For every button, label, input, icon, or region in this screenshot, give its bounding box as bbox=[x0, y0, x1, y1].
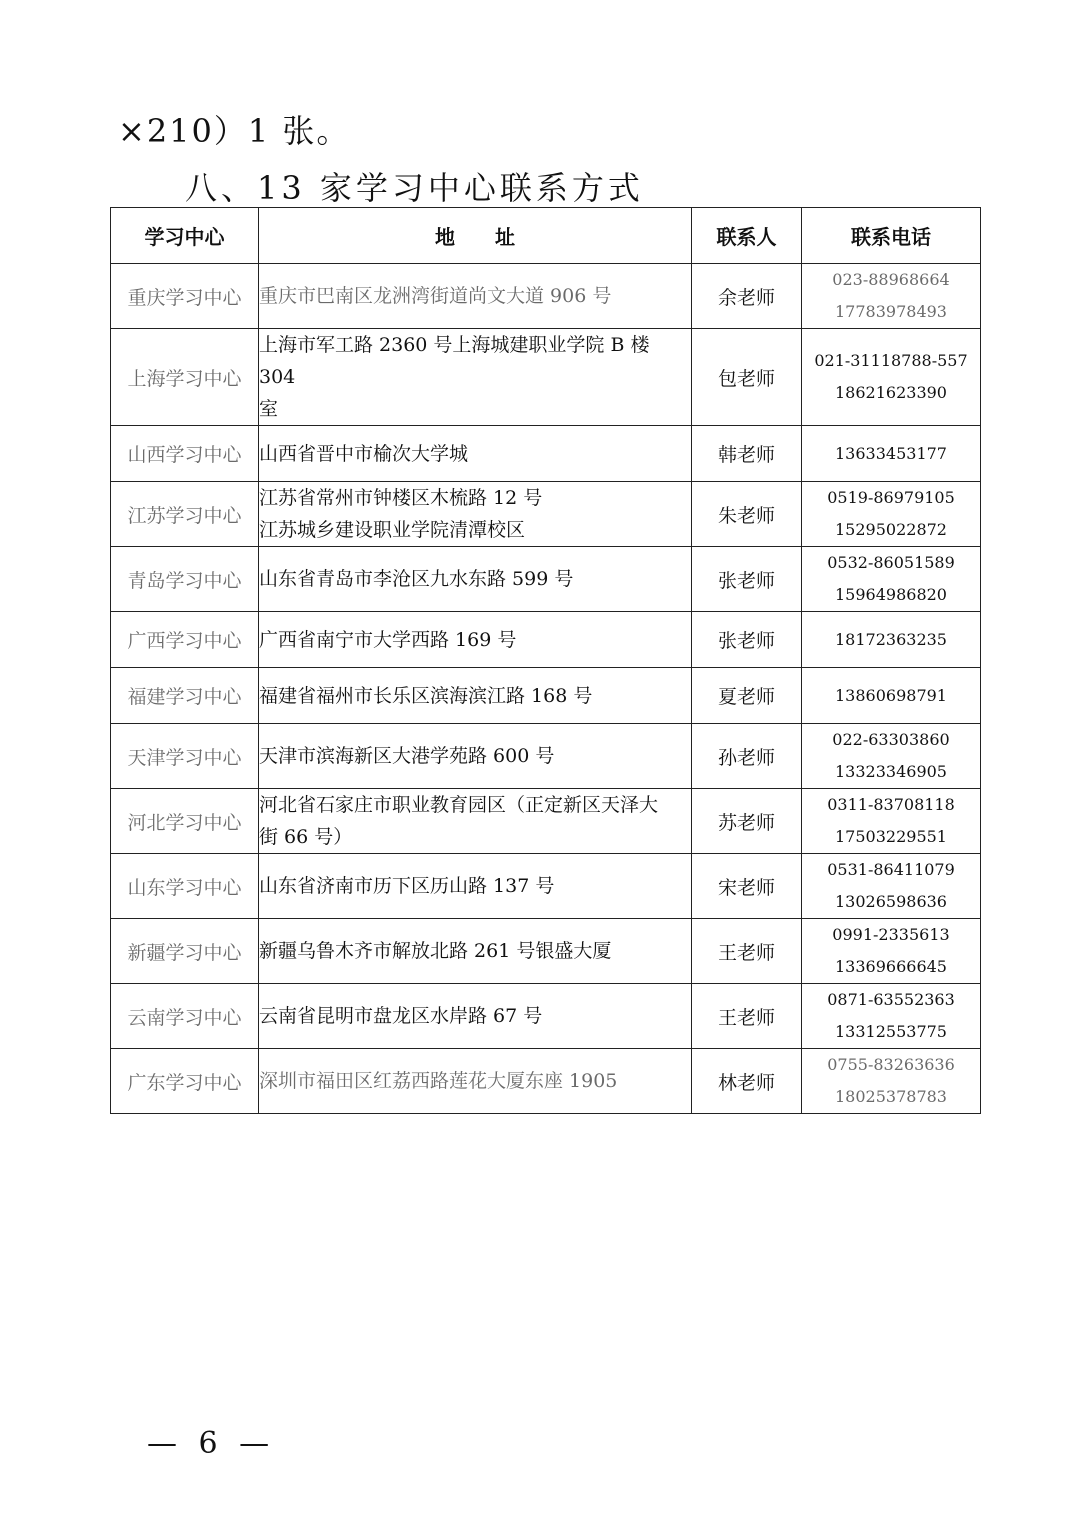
contact-cell: 韩老师 bbox=[692, 426, 802, 482]
address-cell bbox=[259, 984, 692, 1049]
phone-cell bbox=[802, 984, 981, 1049]
table-row bbox=[111, 1049, 981, 1114]
phone-number: 022-63303860 bbox=[832, 730, 950, 749]
phone-number: 021-31118788-557 bbox=[814, 351, 968, 370]
table-row bbox=[111, 329, 981, 426]
phone-number: 13323346905 bbox=[835, 762, 947, 781]
center-name-cell: 新疆学习中心 bbox=[111, 919, 259, 984]
phone-cell bbox=[802, 426, 981, 482]
address-line: 福建省福州市长乐区滨海滨江路 168 号 bbox=[259, 684, 593, 707]
address-cell bbox=[259, 612, 692, 668]
phone-cell bbox=[802, 547, 981, 612]
section-title: 八、13 家学习中心联系方式 bbox=[185, 169, 644, 207]
phone-number: 15295022872 bbox=[835, 520, 947, 539]
contact-cell: 夏老师 bbox=[692, 668, 802, 724]
center-name-cell: 重庆学习中心 bbox=[111, 264, 259, 329]
address-cell bbox=[259, 482, 692, 547]
address-line: 室 bbox=[259, 398, 279, 420]
header-contact: 联系人 bbox=[692, 208, 802, 264]
center-name-cell: 福建学习中心 bbox=[111, 668, 259, 724]
contact-cell: 苏老师 bbox=[692, 789, 802, 854]
phone-number: 0311-83708118 bbox=[827, 795, 955, 814]
phone-cell bbox=[802, 724, 981, 789]
table-row bbox=[111, 854, 981, 919]
center-name-cell: 河北学习中心 bbox=[111, 789, 259, 854]
address-cell bbox=[259, 919, 692, 984]
address-line: 重庆市巴南区龙洲湾街道尚文大道 906 号 bbox=[259, 285, 612, 307]
address-line: 深圳市福田区红荔西路莲花大厦东座 1905 bbox=[259, 1070, 618, 1092]
header-center: 学习中心 bbox=[111, 208, 259, 264]
table-row bbox=[111, 668, 981, 724]
center-name-cell: 广东学习中心 bbox=[111, 1049, 259, 1114]
phone-number: 13312553775 bbox=[835, 1022, 947, 1041]
table-row bbox=[111, 612, 981, 668]
phone-number: 15964986820 bbox=[835, 585, 947, 604]
phone-number: 023-88968664 bbox=[832, 270, 950, 289]
address-line: 天津市滨海新区大港学苑路 600 号 bbox=[259, 745, 555, 767]
phone-cell bbox=[802, 482, 981, 547]
phone-number: 13633453177 bbox=[835, 443, 947, 463]
table-row bbox=[111, 984, 981, 1049]
table-row bbox=[111, 482, 981, 547]
center-name-cell: 青岛学习中心 bbox=[111, 547, 259, 612]
continuation-text: ×210）1 张。 bbox=[118, 112, 351, 150]
table-header-row bbox=[111, 208, 981, 264]
phone-number: 13369666645 bbox=[835, 957, 947, 976]
center-name-cell: 上海学习中心 bbox=[111, 329, 259, 426]
phone-number: 0519-86979105 bbox=[827, 488, 955, 507]
contact-cell: 张老师 bbox=[692, 547, 802, 612]
header-address: 地 址 bbox=[259, 208, 692, 264]
center-name-cell: 江苏学习中心 bbox=[111, 482, 259, 547]
phone-cell bbox=[802, 789, 981, 854]
address-line: 河北省石家庄市职业教育园区（正定新区天泽大 bbox=[259, 794, 659, 816]
phone-cell bbox=[802, 612, 981, 668]
phone-number: 0991-2335613 bbox=[832, 925, 950, 944]
address-line: 山东省济南市历下区历山路 137 号 bbox=[259, 875, 555, 897]
table-row bbox=[111, 724, 981, 789]
phone-number: 0755-83263636 bbox=[827, 1055, 955, 1074]
center-name-cell: 山东学习中心 bbox=[111, 854, 259, 919]
contact-cell: 张老师 bbox=[692, 612, 802, 668]
address-line: 上海市军工路 2360 号上海城建职业学院 B 楼 304 bbox=[259, 334, 650, 388]
phone-cell bbox=[802, 264, 981, 329]
learning-centers-table bbox=[110, 207, 981, 1114]
address-line: 云南省昆明市盘龙区水岸路 67 号 bbox=[259, 1005, 543, 1027]
contact-cell: 王老师 bbox=[692, 919, 802, 984]
phone-cell bbox=[802, 329, 981, 426]
phone-cell bbox=[802, 668, 981, 724]
phone-number: 0531-86411079 bbox=[827, 860, 955, 879]
phone-number: 0871-63552363 bbox=[827, 990, 955, 1009]
address-cell bbox=[259, 668, 692, 724]
address-cell bbox=[259, 426, 692, 482]
address-line: 山西省晋中市榆次大学城 bbox=[259, 442, 469, 465]
table-body bbox=[111, 264, 981, 1114]
address-line: 江苏省常州市钟楼区木梳路 12 号 bbox=[259, 487, 543, 509]
center-name-cell: 天津学习中心 bbox=[111, 724, 259, 789]
contact-cell: 包老师 bbox=[692, 329, 802, 426]
address-line: 广西省南宁市大学西路 169 号 bbox=[259, 628, 517, 651]
contact-cell: 朱老师 bbox=[692, 482, 802, 547]
center-name-cell: 山西学习中心 bbox=[111, 426, 259, 482]
center-name-cell: 广西学习中心 bbox=[111, 612, 259, 668]
contact-cell: 王老师 bbox=[692, 984, 802, 1049]
address-cell bbox=[259, 547, 692, 612]
address-cell bbox=[259, 264, 692, 329]
phone-number: 18172363235 bbox=[835, 629, 947, 649]
page-number: — 6 — bbox=[147, 1426, 276, 1461]
phone-number: 18025378783 bbox=[835, 1087, 947, 1106]
address-cell bbox=[259, 329, 692, 426]
contact-cell: 宋老师 bbox=[692, 854, 802, 919]
address-line: 新疆乌鲁木齐市解放北路 261 号银盛大厦 bbox=[259, 940, 612, 962]
center-name-cell: 云南学习中心 bbox=[111, 984, 259, 1049]
table-row bbox=[111, 789, 981, 854]
phone-number: 13026598636 bbox=[835, 892, 947, 911]
address-line: 江苏城乡建设职业学院清潭校区 bbox=[259, 519, 526, 541]
table-row bbox=[111, 547, 981, 612]
phone-cell bbox=[802, 854, 981, 919]
phone-cell bbox=[802, 919, 981, 984]
phone-cell bbox=[802, 1049, 981, 1114]
address-cell bbox=[259, 789, 692, 854]
contact-cell: 林老师 bbox=[692, 1049, 802, 1114]
phone-number: 18621623390 bbox=[835, 383, 947, 402]
contact-cell: 孙老师 bbox=[692, 724, 802, 789]
address-line: 山东省青岛市李沧区九水东路 599 号 bbox=[259, 568, 574, 590]
table-row bbox=[111, 264, 981, 329]
address-line: 街 66 号） bbox=[259, 826, 353, 848]
phone-number: 0532-86051589 bbox=[827, 553, 955, 572]
phone-number: 17783978493 bbox=[835, 302, 947, 321]
phone-number: 13860698791 bbox=[835, 685, 947, 705]
header-phone: 联系电话 bbox=[802, 208, 981, 264]
address-cell bbox=[259, 1049, 692, 1114]
address-cell bbox=[259, 854, 692, 919]
contact-cell: 余老师 bbox=[692, 264, 802, 329]
table-row bbox=[111, 426, 981, 482]
address-cell bbox=[259, 724, 692, 789]
phone-number: 17503229551 bbox=[835, 827, 947, 846]
table-row bbox=[111, 919, 981, 984]
